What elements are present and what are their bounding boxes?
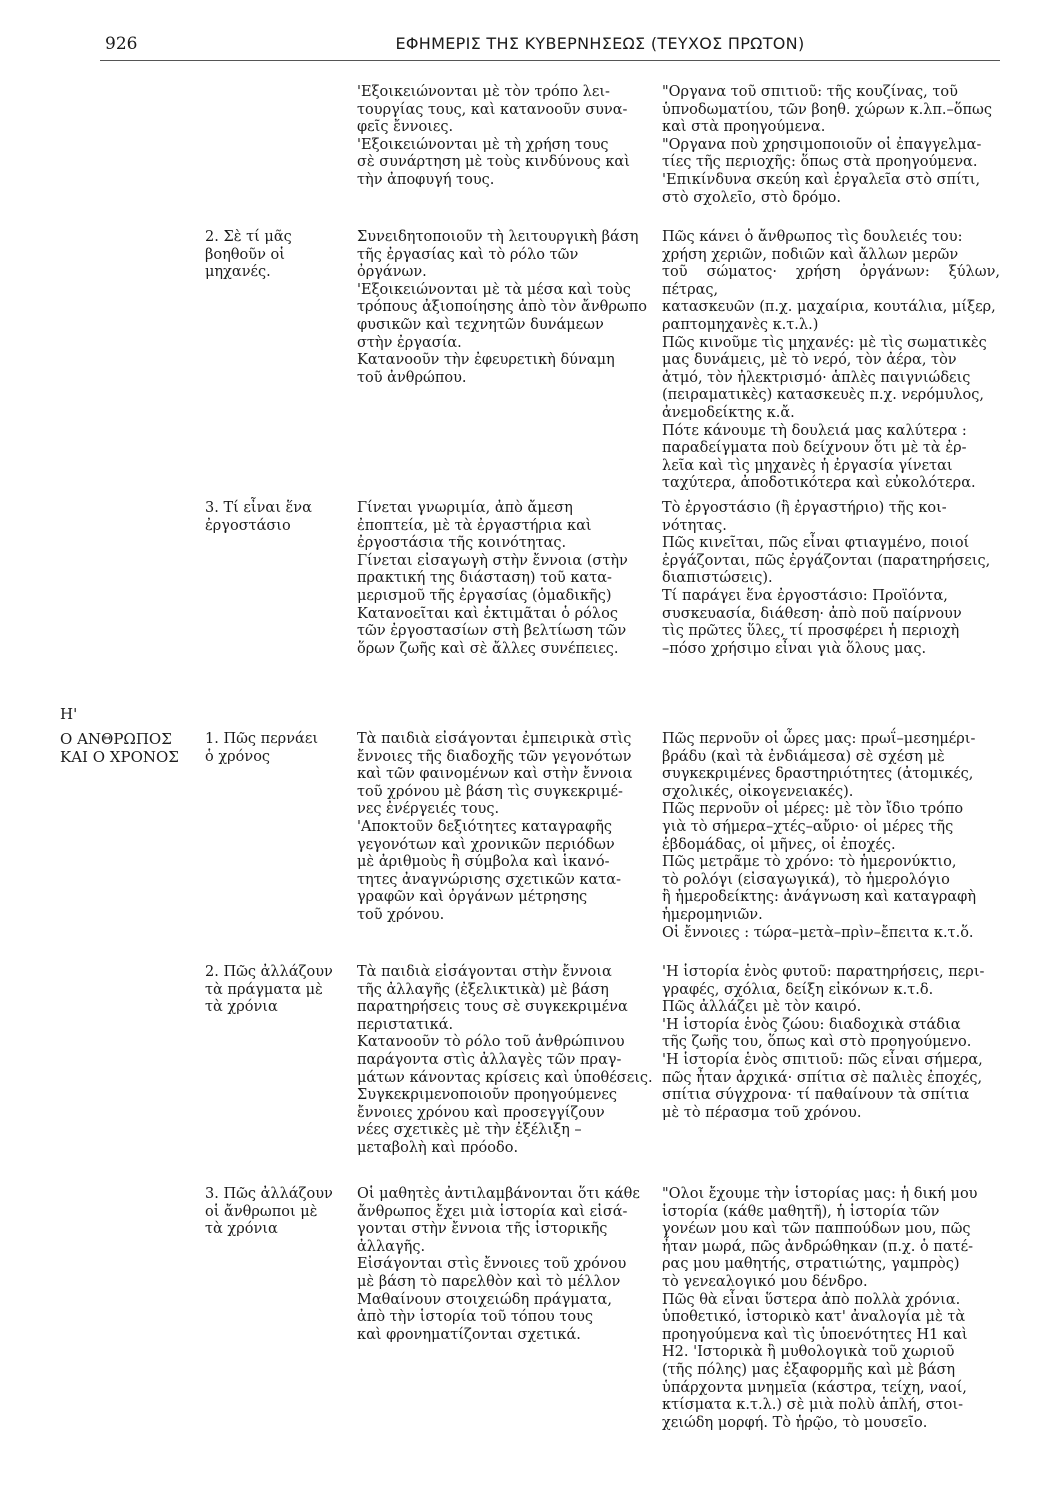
row-topic: 3. Πῶς ἀλλάζουν οἱ ἄνθρωποι μὲ τὰ χρόνια — [205, 1186, 333, 1238]
row-content: Τὸ ἐργοστάσιο (ἢ ἐργαστήριο) τῆς κοι- νότητας. Πῶς κινεῖται, πῶς εἶναι φτιαγμένο, ποιοί ἐργάζονται, πῶς ἐργάζονται (παρατηρήσεις, διαπιστώσεις). Τί παράγει ἕνα ἐργοστάσιο: Προϊόντα, συσκευασία, διάθεση· ἀπὸ ποῦ παίρνουν τὶς πρῶτες ὕλες, τί προσφέρει ἡ περιοχὴ –πόσο χρήσιμο εἶναι γιὰ ὅλους μας. — [662, 500, 991, 657]
row-goals: Τὰ παιδιὰ εἰσάγονται ἐμπειρικὰ στὶς ἔννοιες τῆς διαδοχῆς τῶν γεγονότων καὶ τῶν φαινομένων καὶ στὴν ἔννοια τοῦ χρόνου μὲ βάση τὶς συγκεκριμέ- νες ἐνέργειές τους. 'Αποκτοῦν δεξιότητες καταγραφῆς γεγονότων καὶ χρονικῶν περιόδων μὲ ἀριθμοὺς ἢ σύμβολα καὶ ἱκανό- τητες ἀναγνώρισης σχετικῶν κατα- γραφῶν καὶ ὀργάνων μέτρησης τοῦ χρόνου. — [357, 731, 633, 923]
running-head: ΕΦΗΜΕΡΙΣ ΤΗΣ ΚΥΒΕΡΝΗΣΕΩΣ (ΤΕΥΧΟΣ ΠΡΩΤΟΝ) — [395, 34, 805, 53]
row-goals: Γίνεται γνωριμία, ἀπὸ ἄμεση ἐποπτεία, μὲ τὰ ἐργαστήρια καὶ ἐργοστάσια τῆς κοινότητας. Γίνεται εἰσαγωγὴ στὴν ἔννοια (στὴν πρακτική της διάσταση) τοῦ κατα- μερισμοῦ τῆς ἐργασίας (ὁμαδικῆς) Κατανοεῖται καὶ ἐκτιμᾶται ὁ ρόλος τῶν ἐργοστασίων στὴ βελτίωση τῶν ὅρων ζωῆς καὶ σὲ ἄλλες συνέπειες. — [357, 500, 628, 657]
section-title: Ο ΑΝΘΡΩΠΟΣ ΚΑΙ Ο ΧΡΟΝΟΣ — [60, 730, 179, 766]
row-topic: 2. Σὲ τί μᾶς βοηθοῦν οἱ μηχανές. — [205, 229, 292, 281]
row-topic: 2. Πῶς ἀλλάζουν τὰ πράγματα μὲ τὰ χρόνια — [205, 964, 333, 1016]
row-content: Πῶς περνοῦν οἱ ὧρες μας: πρωΐ–μεσημέρι- βράδυ (καὶ τὰ ἐνδιάμεσα) σὲ σχέση μὲ συγκεκριμένες δραστηριότητες (ἀτομικές, σχολικές, οἰκογενειακές). Πῶς περνοῦν οἱ μέρες: μὲ τὸν ἴδιο τρόπο γιὰ τὸ σήμερα–χτές–αὔριο· οἱ μέρες τῆς ἑβδομάδας, οἱ μῆνες, οἱ ἐποχές. Πῶς μετρᾶμε τὸ χρόνο: τὸ ἡμερονύκτιο, τὸ ρολόγι (εἰσαγωγικά), τὸ ἡμερολόγιο ἢ ἡμεροδείκτης: ἀνάγνωση καὶ καταγραφὴ ἡμερομηνιῶν. Οἱ ἔννοιες : τώρα–μετὰ–πρὶν–ἔπειτα κ.τ.ὅ. — [662, 731, 977, 941]
row-goals: Οἱ μαθητὲς ἀντιλαμβάνονται ὅτι κάθε ἄνθρωπος ἔχει μιὰ ἱστορία καὶ εἰσά- γονται στὴν ἔννοια τῆς ἱστορικῆς ἀλλαγῆς. Εἰσάγονται στὶς ἔννοιες τοῦ χρόνου μὲ βάση τὸ παρελθὸν καὶ τὸ μέλλον Μαθαίνουν στοιχειώδη πράγματα, ἀπὸ τὴν ἱστορία τοῦ τόπου τους καὶ φρονηματίζονται σχετικά. — [357, 1186, 640, 1343]
row-content: "Ολοι ἔχουμε τὴν ἱστορίας μας: ἡ δική μου ἱστορία (κάθε μαθητῆ), ἡ ἱστορία τῶν γονέων μου καὶ τῶν παππούδων μου, πῶς ἦταν μωρά, πῶς ἀνδρώθηκαν (π.χ. ὁ πατέ- ρας μου μαθητής, στρατιώτης, γαμπρὸς) τὸ γενεαλογικό μου δένδρο. Πῶς θὰ εἶναι ὕστερα ἀπὸ πολλὰ χρόνια. ὑποθετικό, ἱστορικὸ κατ' ἀναλογία μὲ τὰ προηγούμενα καὶ τὶς ὑποενότητες Η1 καὶ Η2. 'Ιστορικὰ ἢ μυθολογικὰ τοῦ χωριοῦ (τῆς πόλης) μας ἐξαφορμῆς καὶ μὲ βάση ὑπάρχοντα μνημεῖα (κάστρα, τείχη, ναοί, κτίσματα κ.τ.λ.) σὲ μιὰ πολὺ ἁπλή, στοι- χειώδη μορφή. Τὸ ἡρῷο, τὸ μουσεῖο. — [662, 1186, 978, 1431]
row-content: 'Η ἱστορία ἑνὸς φυτοῦ: παρατηρήσεις, περι- γραφές, σχόλια, δείξη εἰκόνων κ.τ.δ. Πῶς ἀλλάζει μὲ τὸν καιρό. 'Η ἱστορία ἑνὸς ζώου: διαδοχικὰ στάδια τῆς ζωῆς του, ὅπως καὶ στὸ προηγούμενο. 'Η ἱστορία ἑνὸς σπιτιοῦ: πῶς εἶναι σήμερα, πῶς ἦταν ἀρχικά· σπίτια σὲ παλιὲς ἐποχές, σπίτια σύγχρονα· τί παθαίνουν τὰ σπίτια μὲ τὸ πέρασμα τοῦ χρόνου. — [662, 964, 985, 1121]
row-topic: 3. Τί εἶναι ἕνα ἐργοστάσιο — [205, 500, 312, 534]
row-content: "Οργανα τοῦ σπιτιοῦ: τῆς κουζίνας, τοῦ ὑπνοδωματίου, τῶν βοηθ. χώρων κ.λπ.–ὅπως καὶ στὰ προηγούμενα. "Οργανα ποὺ χρησιμοποιοῦν οἱ ἐπαγγελμα- τίες τῆς περιοχῆς: ὅπως στὰ προηγούμενα. 'Επικίνδυνα σκεύη καὶ ἐργαλεῖα στὸ σπίτι, στὸ σχολεῖο, στὸ δρόμο. — [662, 84, 992, 206]
row-content: Πῶς κάνει ὁ ἄνθρωπος τὶς δουλειές του: χρήση χεριῶν, ποδιῶν καὶ ἄλλων μερῶν τοῦ σώματος· χρήση ὀργάνων: ξύλων, πέτρας, κατασκευῶν (π.χ. μαχαίρια, κουτάλια, μίξερ, ραπτομηχανὲς κ.τ.λ.) Πῶς κινοῦμε τὶς μηχανές: μὲ τὶς σωματικὲς μας δυνάμεις, μὲ τὸ νερό, τὸν ἀέρα, τὸν ἀτμό, τὸν ἠλεκτρισμό· ἁπλὲς παιγνιώδεις (πειραματικὲς) κατασκευὲς π.χ. νερόμυλος, ἀνεμοδείκτης κ.ἄ. Πότε κάνουμε τὴ δουλειά μας καλύτερα : παραδείγματα ποὺ δείχνουν ὅτι μὲ τὰ ἐρ- λεῖα καὶ τὶς μηχανὲς ἡ ἐργασία γίνεται ταχύτερα, ἀποδοτικότερα καὶ εὐκολότερα. — [662, 229, 1000, 492]
section-letter: Η' — [60, 705, 78, 723]
row-goals: 'Εξοικειώνονται μὲ τὸν τρόπο λει- τουργίας τους, καὶ κατανοοῦν συνα- φεῖς ἔννοιες. 'Εξοικειώνονται μὲ τὴ χρήση τους σὲ συνάρτηση μὲ τοὺς κινδύνους καὶ τὴν ἀποφυγή τους. — [357, 84, 630, 188]
header-rule — [100, 60, 1000, 61]
row-goals: Τὰ παιδιὰ εἰσάγονται στὴν ἔννοια τῆς ἀλλαγῆς (ἐξελικτικὰ) μὲ βάση παρατηρήσεις τους σὲ συγκεκριμένα περιστατικά. Κατανοοῦν τὸ ρόλο τοῦ ἀνθρώπινου παράγοντα στὶς ἀλλαγὲς τῶν πραγ- μάτων κάνοντας κρίσεις καὶ ὑποθέσεις. Συγκεκριμενοποιοῦν προηγούμενες ἔννοιες χρόνου καὶ προσεγγίζουν νέες σχετικὲς μὲ τὴν ἐξέλιξη – μεταβολὴ καὶ πρόοδο. — [357, 964, 653, 1156]
page-number: 926 — [105, 34, 138, 54]
row-goals: Συνειδητοποιοῦν τὴ λειτουργικὴ βάση τῆς ἐργασίας καὶ τὸ ρόλο τῶν ὀργάνων. 'Εξοικειώνονται μὲ τὰ μέσα καὶ τοὺς τρόπους ἀξιοποίησης ἀπὸ τὸν ἄνθρωπο φυσικῶν καὶ τεχνητῶν δυνάμεων στὴν ἐργασία. Κατανοοῦν τὴν ἐφευρετικὴ δύναμη τοῦ ἀνθρώπου. — [357, 229, 647, 386]
row-topic: 1. Πῶς περνάει ὁ χρόνος — [205, 731, 319, 765]
